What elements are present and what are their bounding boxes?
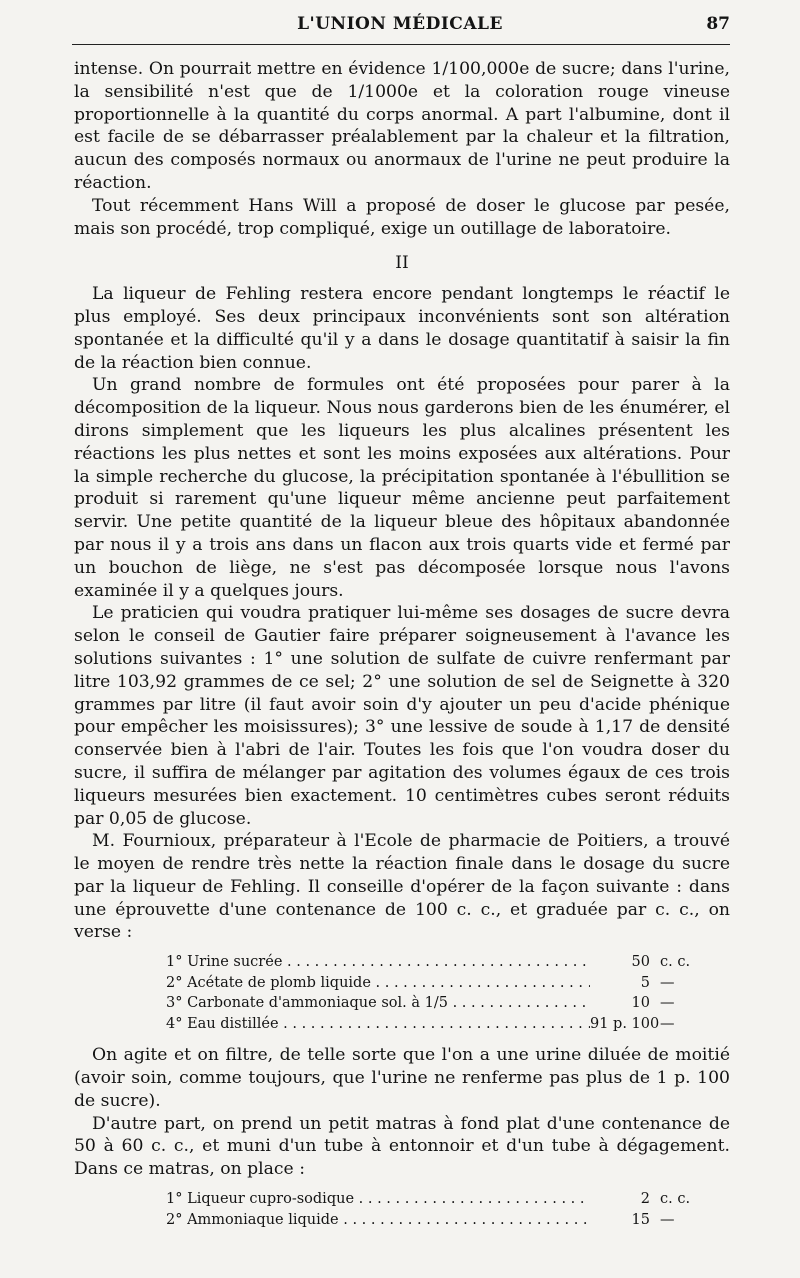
recipe-list-urine bbox=[166, 952, 722, 1034]
recipe-item-unit: — bbox=[660, 1211, 675, 1228]
recipe-row bbox=[166, 1189, 722, 1210]
recipe-item-label: 1° Urine sucrée . . . bbox=[166, 952, 590, 973]
recipe-list-matras bbox=[166, 1189, 722, 1230]
recipe-item-unit: c. c. bbox=[660, 1191, 691, 1208]
recipe-item-unit: — bbox=[660, 995, 675, 1012]
header-rule bbox=[72, 44, 730, 45]
paragraph: intense. On pourrait mettre en évidence 1/100,000e de sucre; dans l'urine, la sensibilité n'est que de 1/1000e et la coloration rouge vineuse proportionnelle à la quantité du corps anormal. A part l'albumine, dont il est facile de se débarrasser préalablement par la chaleur et la filtration, aucun des composés normaux ou anormaux de l'urine ne peut produire la réaction. bbox=[74, 59, 730, 193]
paragraph: D'autre part, on prend un petit matras à fond plat d'une contenance de 50 à 60 c. c., et muni d'un tube à entonnoir et d'un tube à dégagement. Dans ce matras, on place : bbox=[74, 1113, 730, 1180]
recipe-item-quantity: 91 p. 100 bbox=[590, 1015, 660, 1032]
recipe-item-unit: — bbox=[660, 1015, 675, 1032]
paragraph: M. Fournioux, préparateur à l'Ecole de pharmacie de Poitiers, a trouvé le moyen de rendre très nette la réaction finale dans le dosage du sucre par la liqueur de Fehling. Il conseille d'opérer de la façon suivante : dans une éprouvette d'une contenance de 100 c. c., et graduée par c. c., on verse : bbox=[74, 831, 730, 943]
article-body bbox=[74, 58, 730, 1240]
paragraph: Le praticien qui voudra pratiquer lui-même ses dosages de sucre devra selon le conseil de Gautier faire préparer soigneusement à l'avance les solutions suivantes : 1° une solution de sulfate de cuivre renfermant par litre 103,92 grammes de ce sel; 2° une solution de sel de Seignette à 320 grammes par litre (il faut avoir soin d'y ajouter un peu d'acide phénique pour empêcher les moisissures); 3° une lessive de soude à 1,17 de densité conservée bien à l'abri de l'air. Toutes les fois que l'on voudra doser du sucre, il suffira de mélanger par agitation des volumes égaux de ces trois liqueurs mesurées bien exactement. 10 centimètres cubes seront réduits par 0,05 de glucose. bbox=[74, 603, 730, 829]
paragraph: Un grand nombre de formules ont été proposées pour parer à la décomposition de la liqueur. Nous nous garderons bien de les énumérer, el dirons simplement que les liqueurs les plus alcalines présentent les réactions les plus nettes et sont les moins exposées aux altérations. Pour la simple recherche du glucose, la précipitation spontanée à l'ébullition se produit si rarement qu'une liqueur même ancienne peut parfaitement servir. Une petite quantité de la liqueur bleue des hôpitaux abandonnée par nous il y a trois ans dans un flacon aux trois quarts vide et fermé par un bouchon de liège, ne s'est pas décomposée lorsque nous l'avons examinée il y a quelques jours. bbox=[74, 375, 730, 601]
paragraph: On agite et on filtre, de telle sorte que l'on a une urine diluée de moitié (avoir soin, comme toujours, que l'urine ne renferme pas plus de 1 p. 100 de sucre). bbox=[74, 1045, 730, 1111]
recipe-item-quantity: 15 bbox=[631, 1211, 650, 1228]
paragraph: La liqueur de Fehling restera encore pendant longtemps le réactif le plus employé. Ses deux principaux inconvénients sont son altération spontanée et la difficulté qu'il y a dans le dosage quantitatif à saisir la fin de la réaction bien connue. bbox=[74, 284, 730, 373]
recipe-item-label: 4° Eau distillée . . . bbox=[166, 1014, 590, 1035]
running-header bbox=[70, 14, 730, 40]
recipe-item-quantity: 10 bbox=[631, 995, 650, 1012]
section-heading: II bbox=[395, 253, 409, 274]
recipe-item-label: 3° Carbonate d'ammoniaque sol. à 1/5 . . . bbox=[166, 993, 590, 1014]
recipe-item-label: 1° Liqueur cupro-sodique . . . bbox=[166, 1189, 590, 1210]
recipe-item-quantity: 5 bbox=[640, 974, 650, 991]
recipe-row bbox=[166, 993, 722, 1014]
recipe-item-label: 2° Acétate de plomb liquide . . . bbox=[166, 973, 590, 994]
page-number: 87 bbox=[706, 14, 730, 34]
journal-title: L'UNION MÉDICALE bbox=[297, 14, 503, 34]
paragraph: Tout récemment Hans Will a proposé de doser le glucose par pesée, mais son procédé, trop compliqué, exige un outillage de laboratoire. bbox=[74, 195, 730, 239]
recipe-item-quantity: 50 bbox=[631, 954, 650, 971]
recipe-row bbox=[166, 1210, 722, 1231]
recipe-row bbox=[166, 973, 722, 994]
recipe-item-quantity: 2 bbox=[640, 1191, 650, 1208]
recipe-item-unit: — bbox=[660, 974, 675, 991]
recipe-item-unit: c. c. bbox=[660, 954, 691, 971]
recipe-row bbox=[166, 952, 722, 973]
recipe-row bbox=[166, 1014, 722, 1035]
recipe-item-label: 2° Ammoniaque liquide . . . bbox=[166, 1210, 590, 1231]
